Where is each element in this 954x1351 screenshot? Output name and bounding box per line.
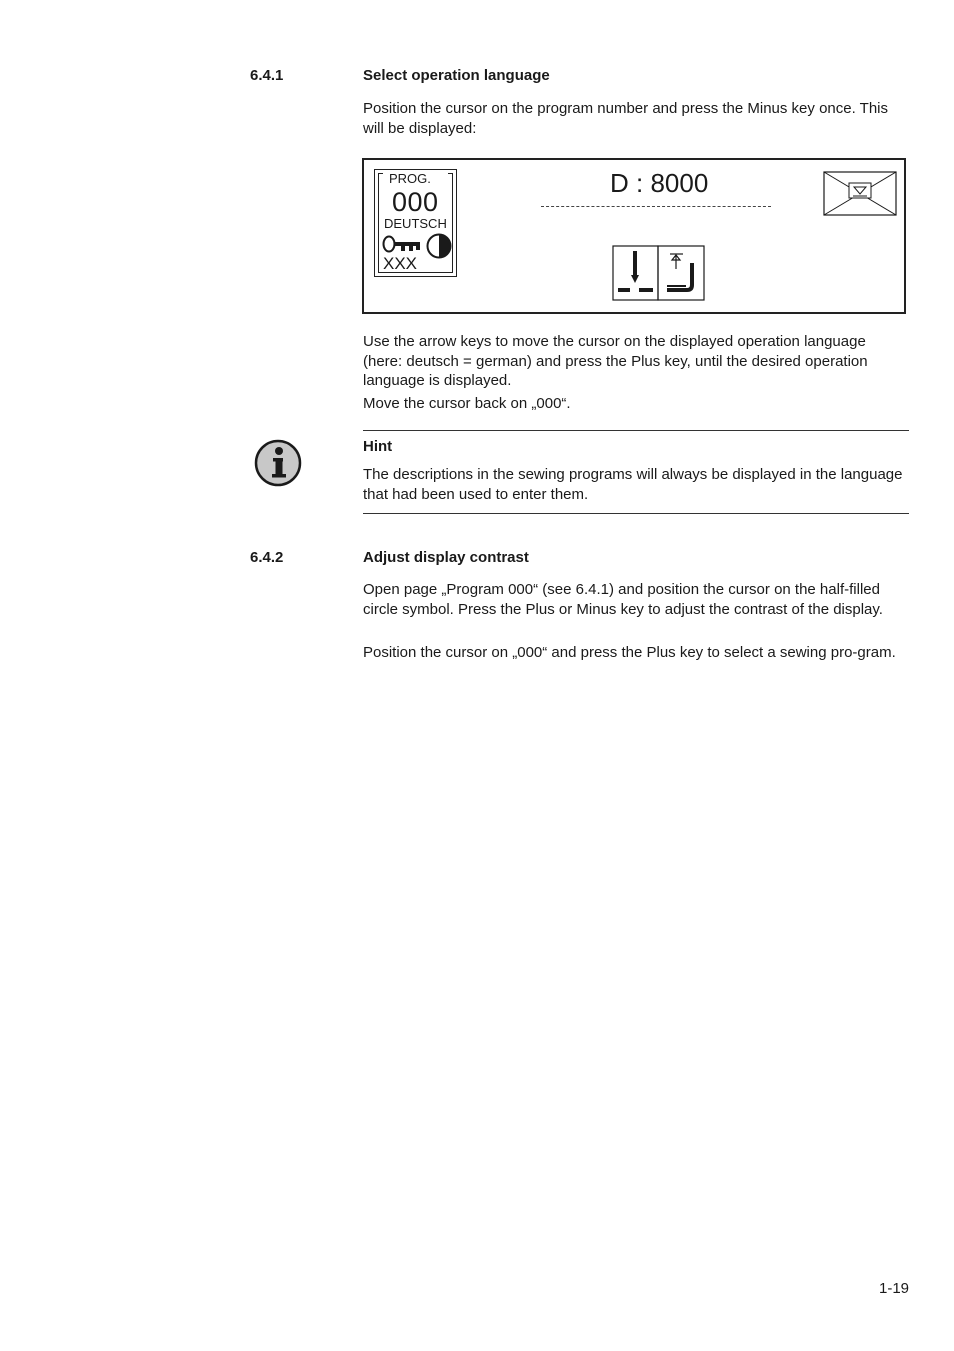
- program-number: 000: [392, 187, 439, 217]
- hint-top-rule: [363, 430, 909, 431]
- placeholder-text: XXX: [383, 254, 418, 273]
- control-panel-display: [362, 158, 906, 314]
- program-box: [374, 169, 457, 277]
- section-number-642: 6.4.2: [250, 549, 284, 566]
- info-icon: [254, 439, 302, 487]
- section-number-641: 6.4.1: [250, 67, 284, 84]
- presser-foot-box-icon: [823, 171, 898, 217]
- contrast-paragraph-2: Position the cursor on „000“ and press the Plus key to select a sewing pro-gram.: [363, 644, 896, 661]
- section-title-642: Adjust display contrast: [363, 549, 529, 566]
- hint-bottom-rule: [363, 513, 909, 514]
- intro-paragraph: Position the cursor on the program number and press the Minus key once. This will be displayed:: [363, 100, 888, 137]
- needle-thread-icons: [612, 245, 707, 302]
- speed-readout: D : 8000: [610, 168, 709, 198]
- instruction-paragraph-1: Use the arrow keys to move the cursor on the displayed operation language (here: deutsch = german) and press the Plus key, until the desired operation language is displayed.: [363, 333, 868, 389]
- hint-title: Hint: [363, 438, 393, 455]
- prog-label: PROG.: [389, 171, 431, 186]
- cursor-dash-line: [541, 206, 771, 207]
- section-title-641: Select operation language: [363, 67, 550, 84]
- contrast-paragraph-1: Open page „Program 000“ (see 6.4.1) and position the cursor on the half-filled circle symbol. Press the Plus or Minus key to adjust the contrast of the display.: [363, 581, 883, 618]
- instruction-paragraph-2: Move the cursor back on „000“.: [363, 395, 571, 412]
- page-number: 1-19: [879, 1280, 910, 1297]
- hint-text: The descriptions in the sewing programs will always be displayed in the language that had been used to enter them.: [363, 466, 903, 503]
- language-label: DEUTSCH: [384, 216, 447, 231]
- contrast-half-circle-icon: [425, 232, 453, 260]
